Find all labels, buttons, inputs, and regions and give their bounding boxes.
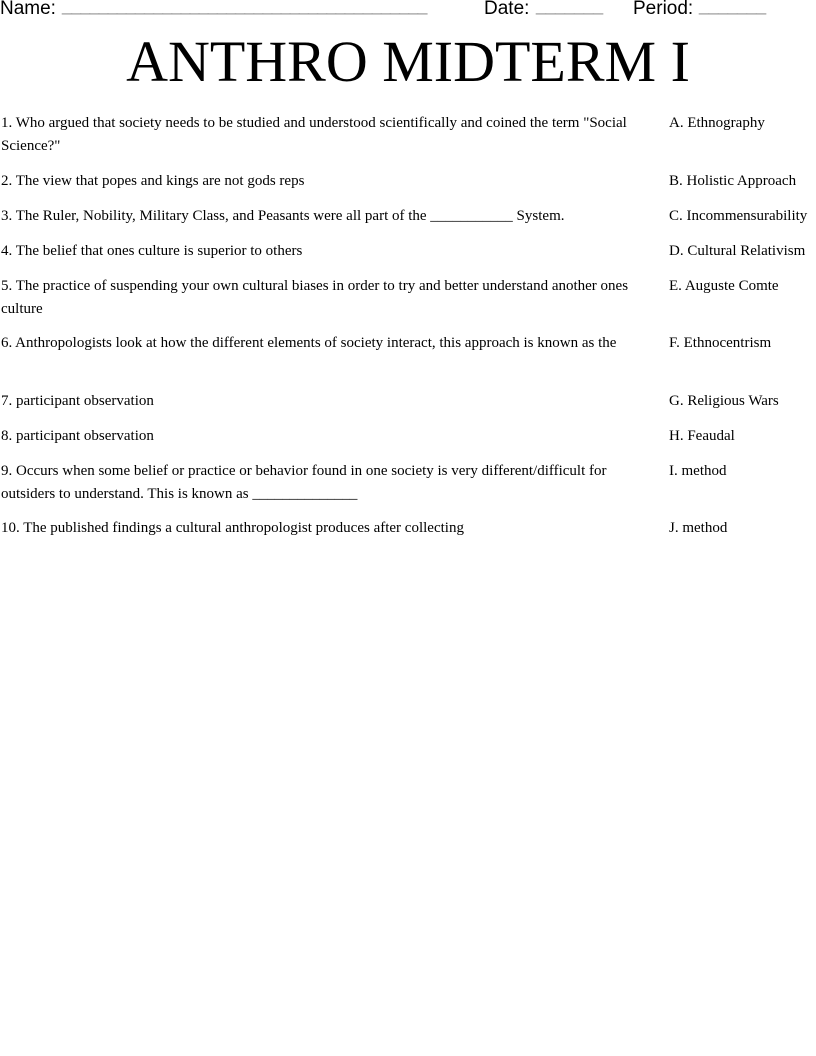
answer-option: F. Ethnocentrism [669,335,772,351]
question-item: 9. Occurs when some belief or practice or behavior found in one society is very different/difficult for outsiders to understand. This is known as ______________ [1,463,607,502]
question-item: 5. The practice of suspending your own cultural biases in order to try and better understand another ones culture [1,278,629,317]
date-blank[interactable]: _______ [536,0,603,15]
page-title: ANTHRO MIDTERM I [126,29,690,94]
date-label: Date: [484,0,530,19]
answer-option: D. Cultural Relativism [669,243,806,259]
answer-option: E. Auguste Comte [669,278,779,294]
answer-option: A. Ethnography [669,115,765,131]
question-item: 3. The Ruler, Nobility, Military Class, and Peasants were all part of the ___________ System. [1,208,565,224]
answer-option: B. Holistic Approach [669,173,797,189]
answer-option: J. method [669,520,728,536]
period-blank[interactable]: _______ [699,0,766,15]
question-item: 4. The belief that ones culture is superior to others [1,243,303,259]
question-item: 10. The published findings a cultural anthropologist produces after collecting [1,520,464,536]
period-label: Period: [633,0,694,19]
question-item: 8. participant observation [1,428,154,444]
name-label: Name: [0,0,56,19]
answer-option: G. Religious Wars [669,393,779,409]
question-item: 2. The view that popes and kings are not gods reps [1,173,305,189]
answer-option: C. Incommensurability [669,208,808,224]
answer-option: I. method [669,463,727,479]
student-info-header [0,0,816,22]
question-item: 1. Who argued that society needs to be studied and understood scientifically and coined the term "Social Science?" [1,115,627,154]
name-blank[interactable]: ________________________________________ [62,0,427,15]
question-item: 6. Anthropologists look at how the different elements of society interact, this approach is known as the [1,335,617,351]
question-item: 7. participant observation [1,393,154,409]
answer-option: H. Feaudal [669,428,735,444]
